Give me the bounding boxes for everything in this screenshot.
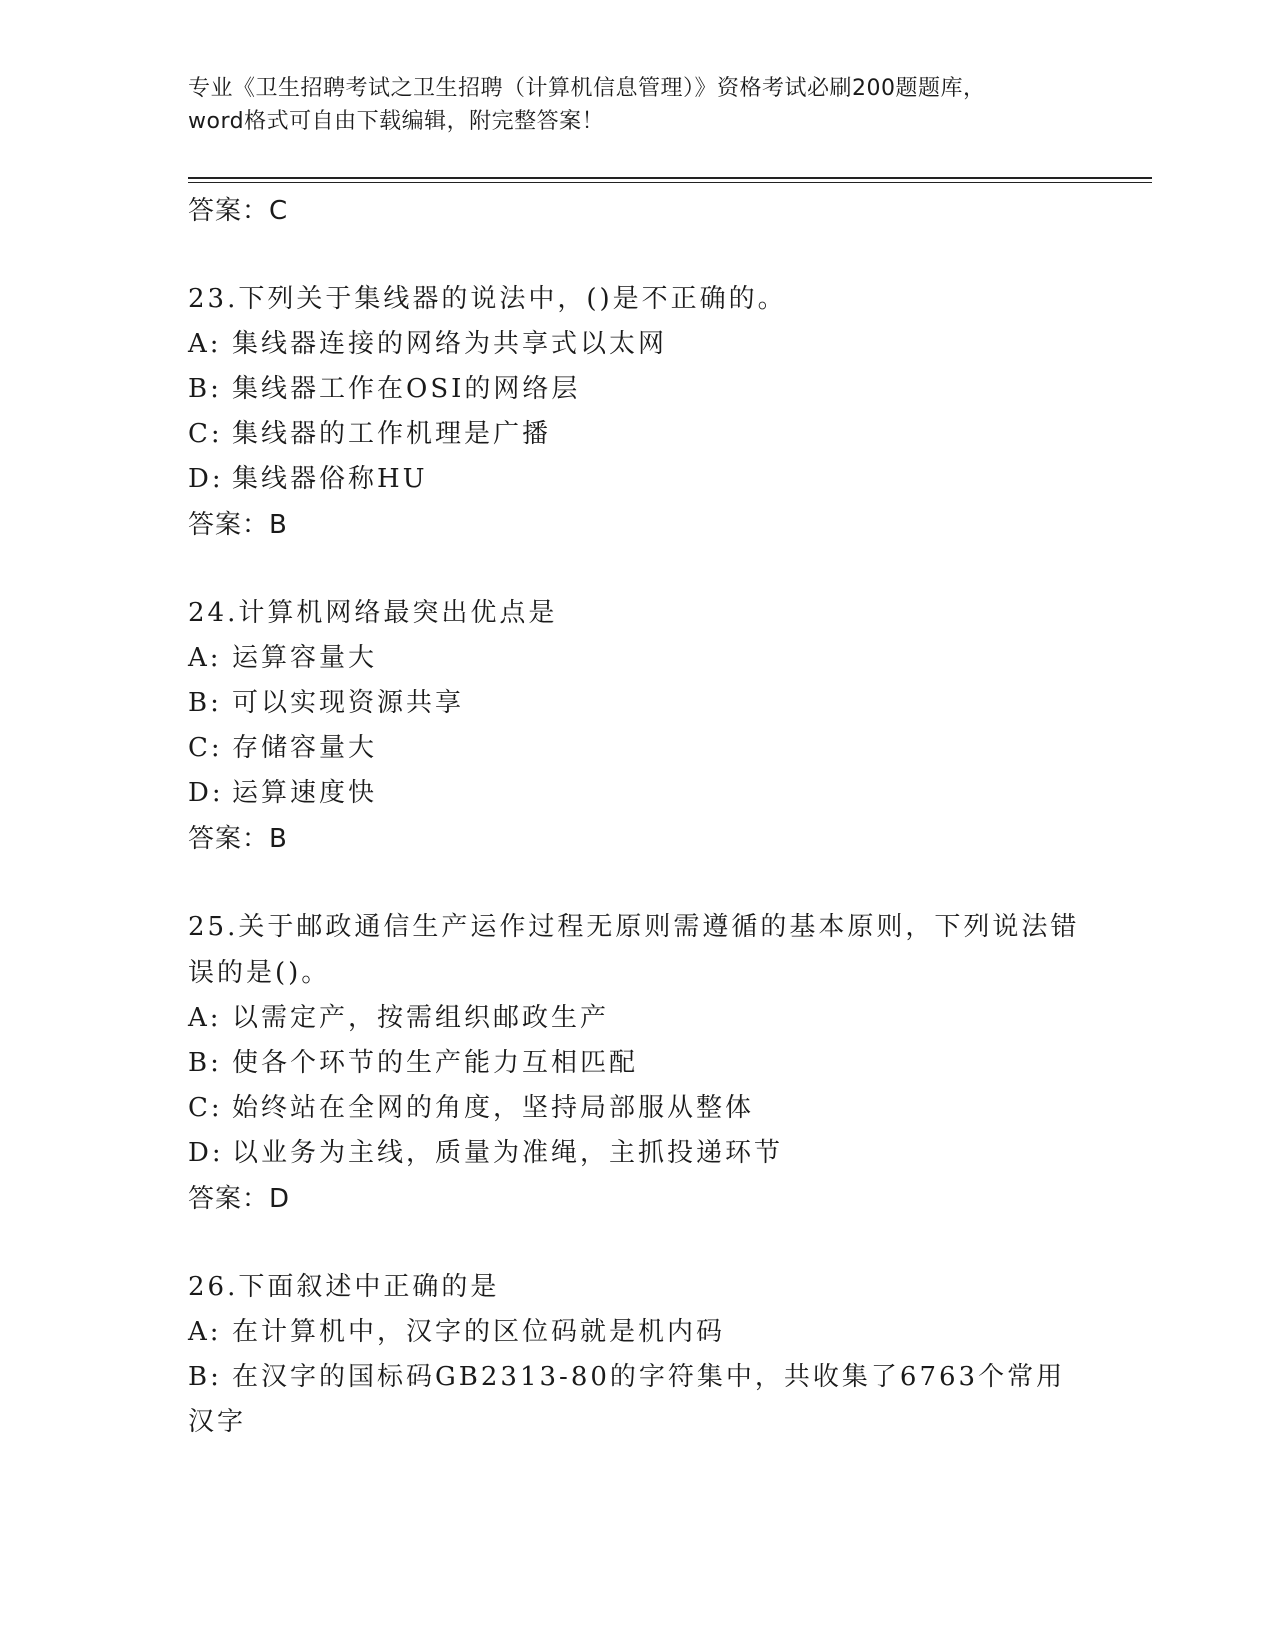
option-text: 运算容量大 bbox=[232, 643, 378, 673]
option-a bbox=[188, 322, 1088, 367]
option-d bbox=[188, 771, 1088, 816]
option-letter: A: bbox=[188, 1317, 222, 1347]
option-c bbox=[188, 1086, 1088, 1131]
header-line-2: word格式可自由下载编辑，附完整答案！ bbox=[188, 109, 605, 134]
option-letter: C: bbox=[188, 733, 223, 763]
option-text: 可以实现资源共享 bbox=[232, 688, 465, 718]
option-letter: D: bbox=[188, 464, 224, 494]
option-letter: B: bbox=[188, 374, 222, 404]
option-b bbox=[188, 1355, 1088, 1445]
option-text: 在汉字的国标码GB2313-80的字符集中，共收集了6763个常用汉字 bbox=[188, 1362, 1066, 1437]
option-text: 始终站在全网的角度，坚持局部服从整体 bbox=[232, 1093, 755, 1123]
option-text: 使各个环节的生产能力互相匹配 bbox=[232, 1048, 639, 1078]
header-line-1: 专业《卫生招聘考试之卫生招聘（计算机信息管理）》资格考试必刷200题题库， bbox=[188, 76, 986, 101]
option-c bbox=[188, 412, 1088, 457]
option-text: 集线器俗称HU bbox=[232, 464, 428, 494]
option-letter: C: bbox=[188, 1093, 223, 1123]
option-letter: B: bbox=[188, 688, 222, 718]
question-text: 25.关于邮政通信生产运作过程无原则需遵循的基本原则，下列说法错误的是()。 bbox=[188, 912, 1080, 988]
header-divider-thick bbox=[188, 177, 1152, 179]
option-d bbox=[188, 457, 1088, 502]
option-letter: D: bbox=[188, 778, 224, 808]
option-letter: C: bbox=[188, 419, 223, 449]
answer-line: 答案：B bbox=[188, 824, 288, 854]
question-block-26 bbox=[188, 1264, 1088, 1445]
header-divider-thin bbox=[188, 182, 1152, 183]
option-letter: A: bbox=[188, 1003, 222, 1033]
question-block-24 bbox=[188, 590, 1088, 862]
option-d bbox=[188, 1131, 1088, 1176]
question-text: 26.下面叙述中正确的是 bbox=[188, 1272, 500, 1302]
document-header bbox=[188, 72, 1088, 138]
option-text: 以业务为主线，质量为准绳，主抓投递环节 bbox=[232, 1138, 784, 1168]
option-a bbox=[188, 1310, 1088, 1355]
answer-line: 答案：B bbox=[188, 510, 288, 540]
answer-line: 答案：D bbox=[188, 1184, 291, 1214]
option-text: 运算速度快 bbox=[232, 778, 378, 808]
option-b bbox=[188, 1041, 1088, 1086]
question-list bbox=[188, 188, 1088, 1445]
option-letter: A: bbox=[188, 329, 222, 359]
option-letter: A: bbox=[188, 643, 222, 673]
option-letter: B: bbox=[188, 1362, 222, 1392]
option-letter: D: bbox=[188, 1138, 224, 1168]
question-block-25 bbox=[188, 904, 1088, 1222]
option-a bbox=[188, 996, 1088, 1041]
option-text: 集线器的工作机理是广播 bbox=[232, 419, 552, 449]
option-text: 集线器工作在OSI的网络层 bbox=[232, 374, 581, 404]
option-text: 集线器连接的网络为共享式以太网 bbox=[232, 329, 668, 359]
question-text: 23.下列关于集线器的说法中，()是不正确的。 bbox=[188, 284, 787, 314]
option-text: 以需定产，按需组织邮政生产 bbox=[232, 1003, 610, 1033]
option-text: 在计算机中，汉字的区位码就是机内码 bbox=[232, 1317, 726, 1347]
option-letter: B: bbox=[188, 1048, 222, 1078]
option-b bbox=[188, 681, 1088, 726]
answer-line: 答案：C bbox=[188, 196, 289, 226]
option-b bbox=[188, 367, 1088, 412]
option-text: 存储容量大 bbox=[232, 733, 378, 763]
question-block-23 bbox=[188, 276, 1088, 548]
question-text: 24.计算机网络最突出优点是 bbox=[188, 598, 558, 628]
option-a bbox=[188, 636, 1088, 681]
option-c bbox=[188, 726, 1088, 771]
